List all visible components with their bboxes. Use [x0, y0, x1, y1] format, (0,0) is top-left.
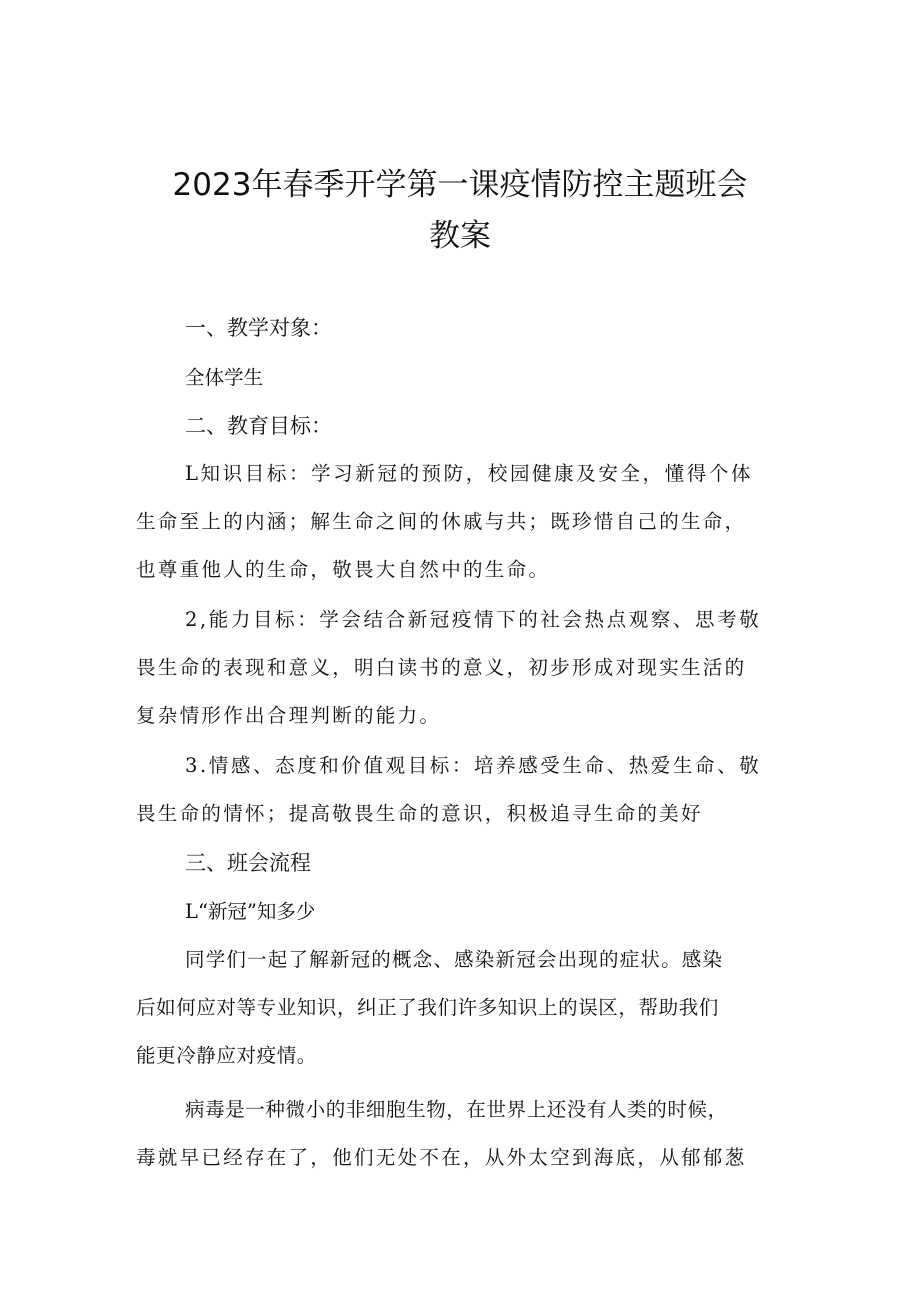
section2-heading: 二、教育目标：	[185, 414, 332, 438]
goal2-line3: 复杂情形作出合理判断的能力。	[136, 704, 442, 727]
para1-line1: 同学们一起了解新冠的概念、感染新冠会出现的症状。感染	[185, 948, 724, 971]
para2-line2: 毒就早已经存在了，他们无处不在，从外太空到海底，从郁郁葱	[136, 1146, 747, 1169]
goal2-line1: 2,能力目标：学会结合新冠疫情下的社会热点观察、思考敬	[185, 608, 762, 631]
goal1-line1: L知识目标：学习新冠的预防，校园健康及安全，懂得个体	[185, 462, 754, 485]
section1-content: 全体学生	[185, 366, 264, 389]
goal2-line2: 畏生命的表现和意义，明白读书的意义，初步形成对现实生活的	[136, 656, 747, 679]
document-title-line1: 2023年春季开学第一课疫情防控主题班会	[172, 167, 748, 203]
goal1-line2: 生命至上的内涵；解生命之间的休戚与共；既珍惜自己的生命，	[136, 510, 747, 533]
para1-line2: 后如何应对等专业知识，纠正了我们许多知识上的误区，帮助我们	[136, 996, 719, 1019]
goal3-line2: 畏生命的情怀；提高敬畏生命的意识，积极追寻生命的美好	[136, 802, 703, 825]
goal1-line3: 也尊重他人的生命，敬畏大自然中的生命。	[136, 558, 551, 581]
goal3-line1: 3.情感、态度和价值观目标：培养感受生命、热爱生命、敬	[185, 754, 762, 777]
item1-title: L“新冠”知多少	[185, 900, 316, 923]
document-title-line2: 教案	[429, 218, 491, 254]
para1-line3: 能更冷静应对疫情。	[136, 1044, 317, 1067]
section3-heading: 三、班会流程	[185, 851, 311, 875]
section1-heading: 一、教学对象：	[185, 316, 332, 340]
para2-line1: 病毒是一种微小的非细胞生物，在世界上还没有人类的时候，	[185, 1098, 728, 1121]
